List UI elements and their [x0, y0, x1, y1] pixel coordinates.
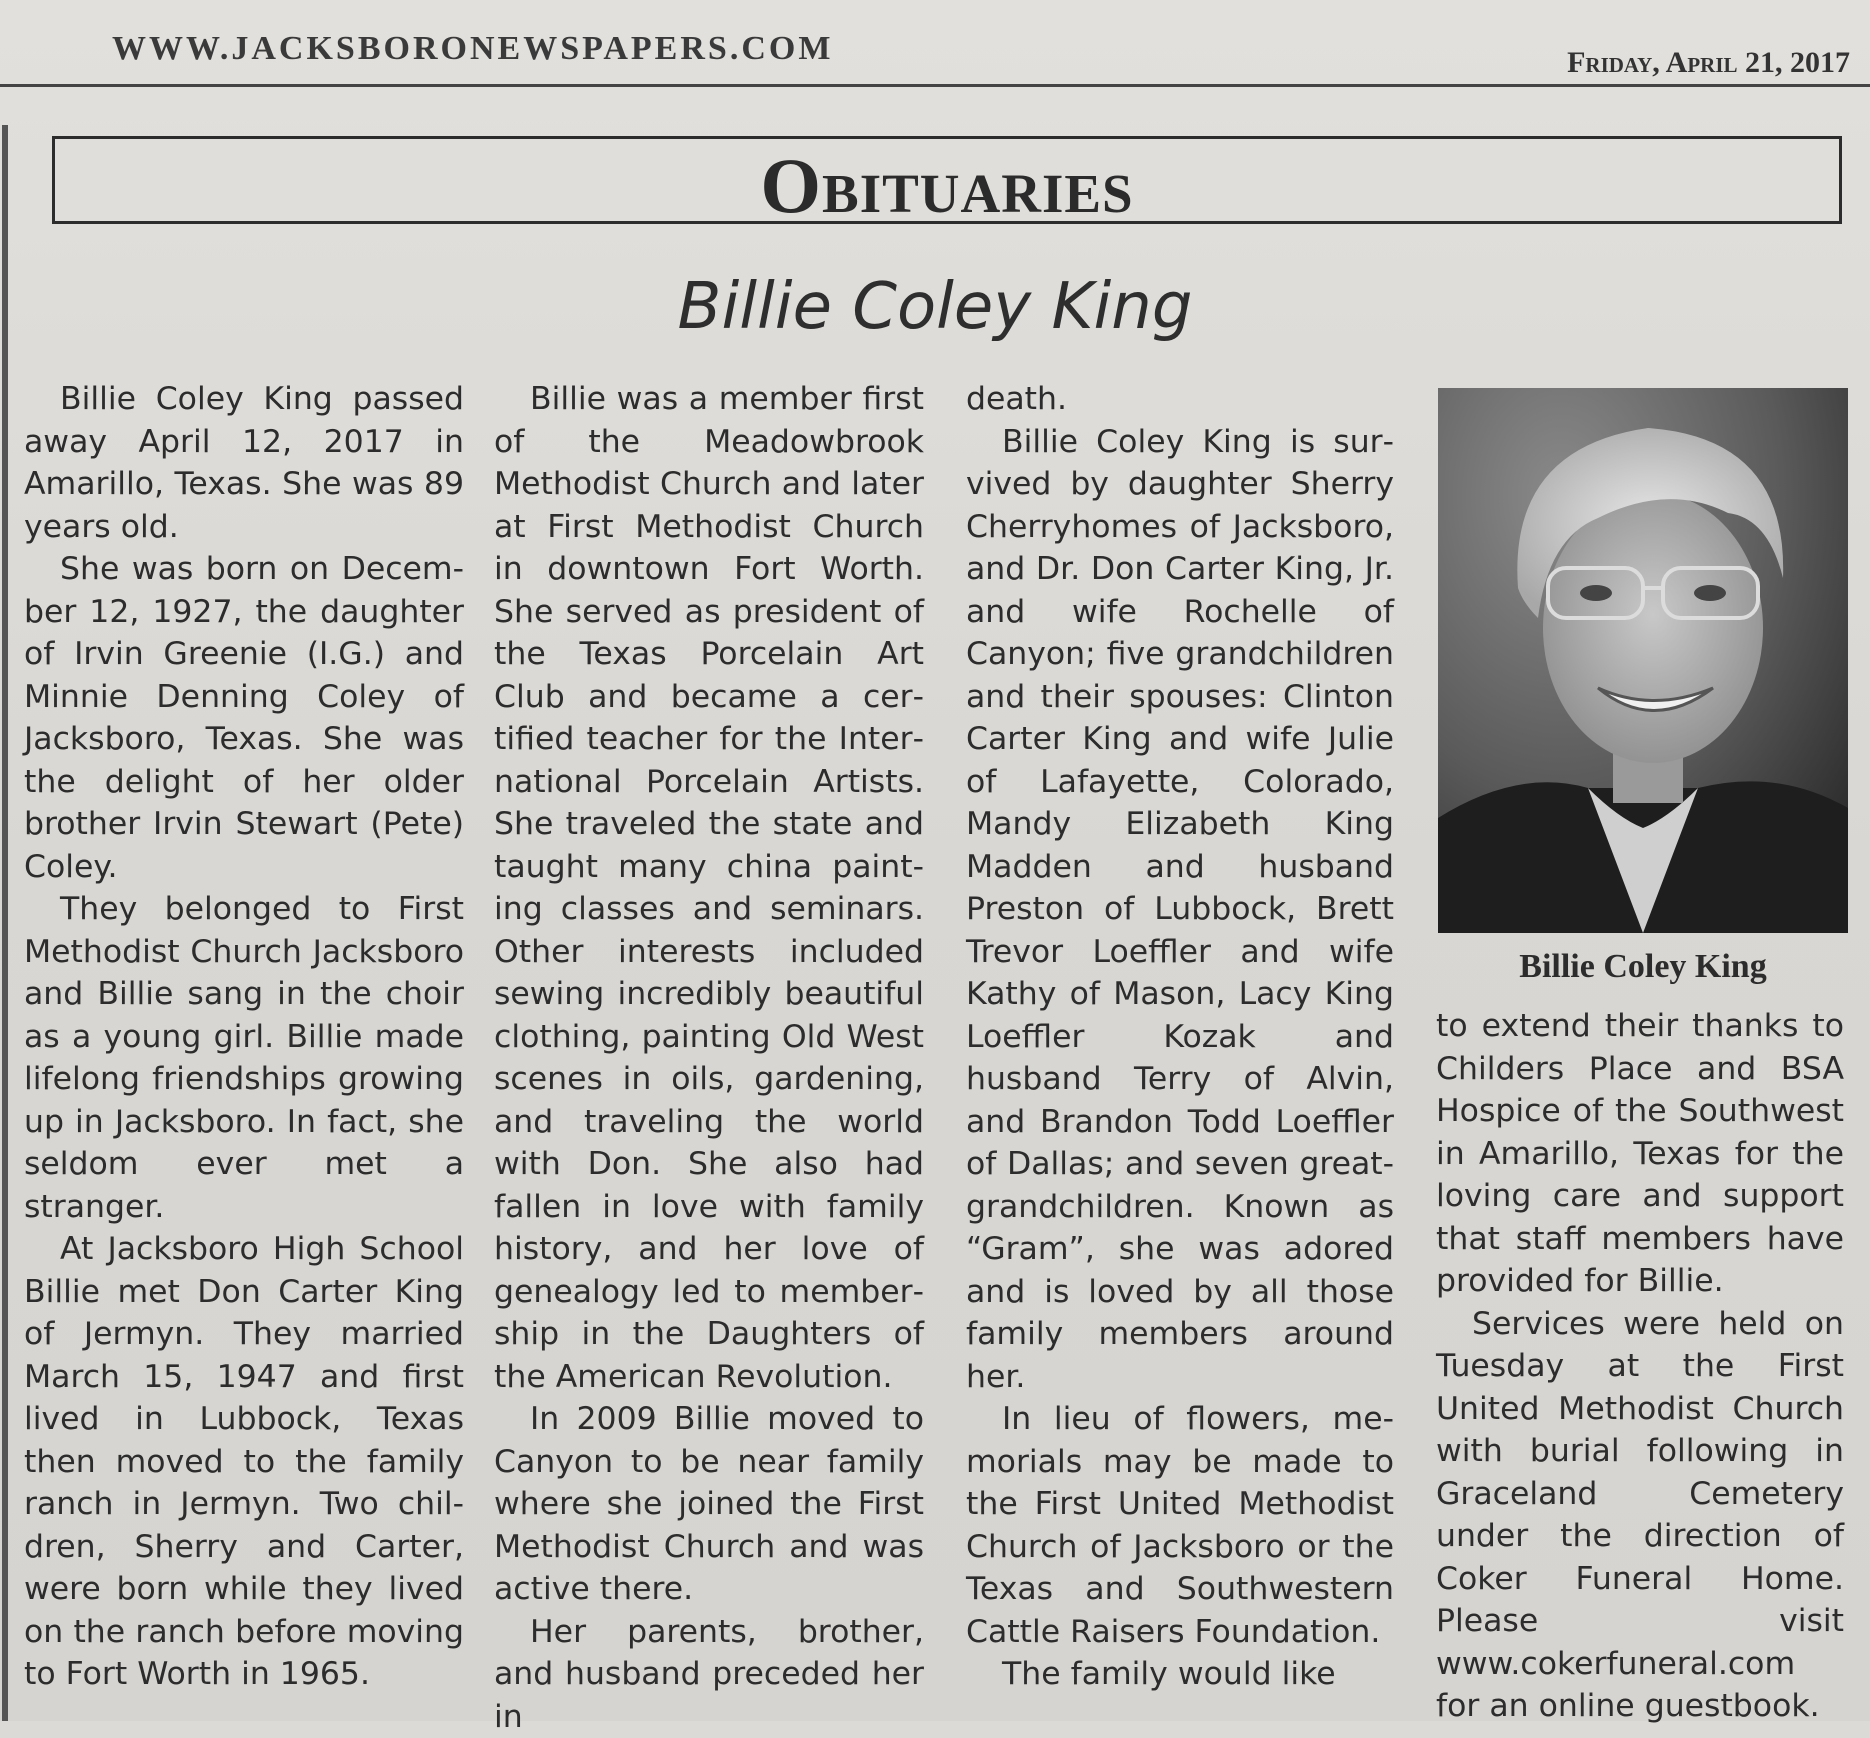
section-banner — [52, 136, 1842, 224]
paragraph: Billie was a member first of the Meadowbrook Methodist Church and later at First Methodist Church in downtown Fort Worth. She served as president of the Texas Porcelain Art Club and became a certified teacher for the International Porcelain Artists. She traveled the state and taught many china painting classes and seminars. Other interests included sewing incredibly beautiful clothing, painting Old West scenes in oils, gardening, and traveling the world with Don. She also had fallen in love with family history, and her love of genealogy led to membership in the Daughters of the American Revolution. — [494, 378, 924, 1398]
newspaper-url: WWW.JACKSBORONEWSPAPERS.COM — [112, 30, 833, 68]
obituary-name: Billie Coley King — [0, 270, 1870, 344]
continued-text: to extend their thanks to Childers Place and BSA Hospice of the Southwest in Amarillo, Texas for the loving care and support that staff members have provided for Billie. — [1436, 1005, 1844, 1303]
paragraph: They belonged to First Methodist Church Jacksboro and Billie sang in the choir as a young girl. Billie made lifelong friendships growing up in Jacksboro. In fact, she seldom ever met a stranger. — [24, 888, 464, 1228]
section-title: Obituaries — [760, 141, 1133, 231]
text-column-3 — [966, 378, 1394, 1696]
portrait-photo — [1438, 388, 1848, 933]
paragraph: Services were held on Tuesday at the First United Methodist Church with burial following in Graceland Cemetery under the direction of Coker Funeral Home. Please visit www.cokerfuneral.com for an online guestbook. — [1436, 1303, 1844, 1728]
text-column-2 — [494, 378, 924, 1738]
paragraph: Billie Coley King passed away April 12, 2017 in Amarillo, Texas. She was 89 years old. — [24, 378, 464, 548]
paragraph: In 2009 Billie moved to Canyon to be near family where she joined the First Methodist Church and was active there. — [494, 1398, 924, 1611]
paragraph: Her parents, brother, and husband preceded her in — [494, 1611, 924, 1738]
text-column-4 — [1436, 1005, 1844, 1728]
continued-text: death. — [966, 378, 1394, 421]
paragraph: Billie Coley King is survived by daughter Sherry Cherryhomes of Jacksboro, and Dr. Don Carter King, Jr. and wife Rochelle of Canyon; five grandchildren and their spouses: Clinton Carter King and wife Julie of Lafayette, Colorado, Mandy Elizabeth King Madden and husband Preston of Lubbock, Brett Trevor Loeffler and wife Kathy of Mason, Lacy King Loeffler Kozak and husband Terry of Alvin, and Brandon Todd Loeffler of Dallas; and seven great-grandchildren. Known as “Gram”, she was adored and is loved by all those family members around her. — [966, 421, 1394, 1399]
text-column-1 — [24, 378, 464, 1696]
paragraph: At Jacksboro High School Billie met Don Carter King of Jermyn. They married March 15, 1947 and first lived in Lubbock, Texas then moved to the family ranch in Jermyn. Two children, Sherry and Carter, were born while they lived on the ranch before moving to Fort Worth in 1965. — [24, 1228, 464, 1696]
paragraph: The family would like — [966, 1653, 1394, 1696]
portrait-photo-icon — [1438, 388, 1848, 933]
photo-caption: Billie Coley King — [1438, 948, 1848, 986]
page-edge-line — [2, 125, 8, 1721]
header-rule — [0, 84, 1870, 87]
paragraph: In lieu of flowers, memorials may be made to the First United Methodist Church of Jacksboro or the Texas and Southwestern Cattle Raisers Foundation. — [966, 1398, 1394, 1653]
paragraph: She was born on December 12, 1927, the daughter of Irvin Greenie (I.G.) and Minnie Denning Coley of Jacksboro, Texas. She was the delight of her older brother Irvin Stewart (Pete) Coley. — [24, 548, 464, 888]
issue-date: Friday, April 21, 2017 — [1567, 46, 1850, 80]
